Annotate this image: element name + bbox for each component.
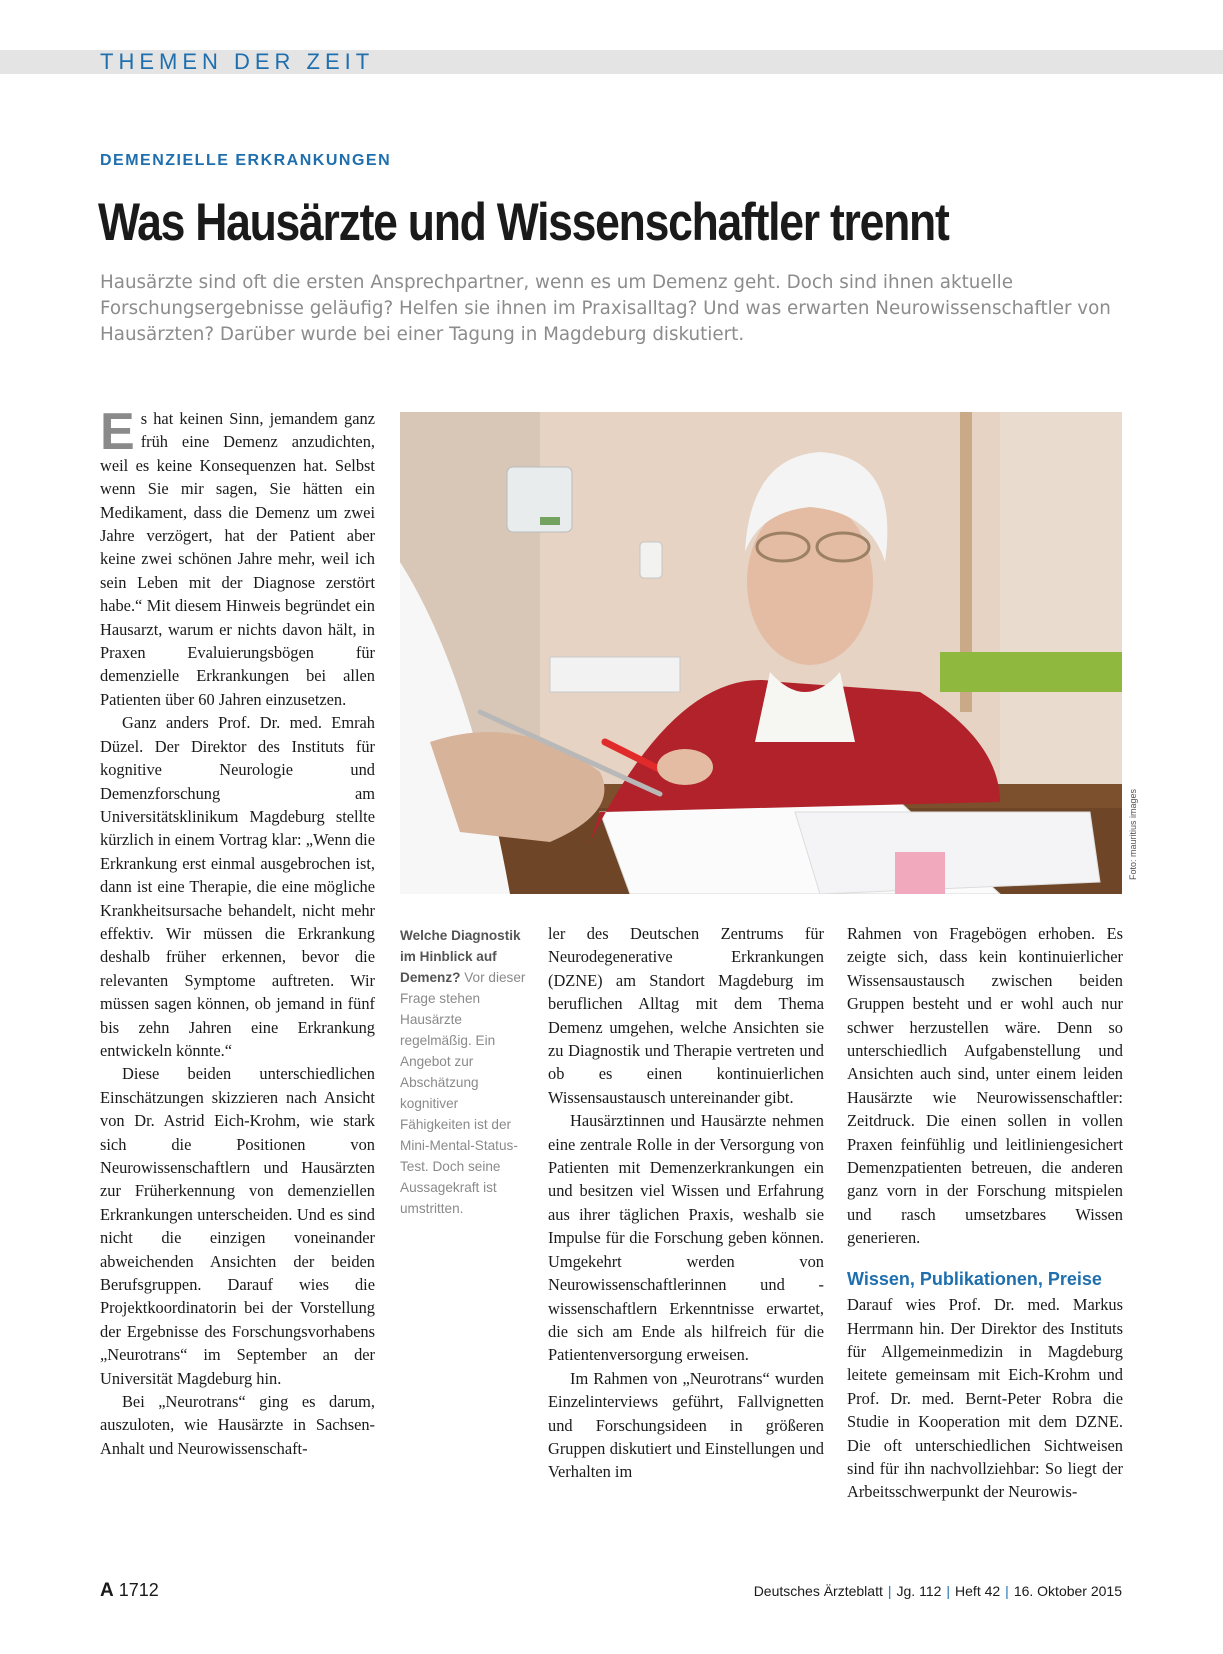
photo-caption <box>400 925 530 1219</box>
footer-citation <box>754 1583 1122 1599</box>
paragraph: Hausärztinnen und Hausärzte nehmen eine zentrale Rolle in der Versorgung von Patienten mit Demenzerkrankungen ein und besitzen viel Wissen und Erfahrung aus ihrer täglichen Praxis, weshalb sie Impulse für die Forschung geben können. Umgekehrt werden von Neurowissenschaftlerinnen und -wissenschaftlern Erkenntnisse erwartet, die sich am Ende als hilfreich für die Patientenversorgung erweisen. <box>548 1111 824 1365</box>
photo-illustration <box>400 412 1122 894</box>
paragraph: Ganz anders Prof. Dr. med. Emrah Düzel. Der Direktor des Instituts für kognitive Neurologie und Demenzforschung am Universitätsklinikum Magdeburg stellte kürzlich in einem Vortrag klar: „Wenn die Erkrankung erst einmal ausgebrochen ist, dann ist eine Therapie, die eine mögliche Krankheitsursache behandelt, nicht mehr effektiv. Wir müssen die Erkrankung deshalb früher erkennen, bevor die relevanten Symptome auftreten. Wir müssen sagen können, ob jemand in fünf bis zehn Jahren eine Erkrankung entwickeln könnte.“ <box>100 713 375 1060</box>
text-column-1 <box>100 403 375 1460</box>
issue: Heft 42 <box>955 1583 1001 1599</box>
paragraph: Rahmen von Fragebögen erhoben. Es zeigte sich, dass kein kontinuierlicher Wissensaustausch zwischen beiden Gruppen besteht und er wohl auch nur schwer herzustellen wäre. Denn so unterschiedlich Aufgabenstellung und Ansichten auch sind, unter einem leiden Hausärzte wie Neurowissenschaftler: Zeitdruck. Die einen sollen in vollen Praxen feinfühlig und leitliniengesichert Demenzpatienten betreuen, die anderen ganz vorn in der Forschung mitspielen und rasch umsetzbares Wissen generieren. <box>847 924 1123 1248</box>
caption-text: Vor dieser Frage stehen Hausärzte regelmäßig. Ein Angebot zur Abschätzung kognitiver Fähigkeiten ist der Mini-Mental-Status-Test. Doch seine Aussagekraft ist umstritten. <box>400 970 526 1216</box>
journal-name: Deutsches Ärzteblatt <box>753 1583 883 1599</box>
paragraph <box>100 403 375 711</box>
subheading: Wissen, Publikationen, Preise <box>847 1268 1102 1289</box>
article-title: Was Hausärzte und Wissenschaftler trennt <box>98 193 949 252</box>
drop-cap: E <box>100 403 135 461</box>
paragraph: ler des Deutschen Zentrums für Neurodegenerative Erkrankungen (DZNE) am Standort Magdeburg im beruflichen Alltag mit dem Thema Demenz umgehen, welche Ansichten sie zu Diagnostik und Therapie vertreten und ob es einen kontinuierlichen Wissensaustausch untereinander gibt. <box>548 924 824 1107</box>
paragraph: Bei „Neurotrans“ ging es darum, auszuloten, wie Hausärzte in Sachsen-Anhalt und Neurowissenschaft- <box>100 1392 375 1458</box>
page-number-value: 1712 <box>118 1580 159 1600</box>
paragraph-text: s hat keinen Sinn, jemandem ganz früh eine Demenz anzudichten, weil es keine Konsequenzen hat. Selbst wenn Sie mir sagen, Sie hätten ein Medikament, dass die Demenz um zwei Jahre verzögert, hat der Patient aber keine zwei schönen Jahre mehr, weil ich sein Leben mit der Diagnose zerstört habe.“ Mit diesem Hinweis begründet ein Hausarzt, warum er nichts davon hält, in Praxen Evaluierungsbögen für demenzielle Erkrankungen bei allen Patienten über 60 Jahren einzusetzen. <box>100 409 375 709</box>
paragraph: Darauf wies Prof. Dr. med. Markus Herrmann hin. Der Direktor des Instituts für Allgemeinmedizin in Magdeburg leitete gemeinsam mit Eich-Krohm und Prof. Dr. med. Bernt-Peter Robra die Studie in Kooperation mit dem DZNE. Die oft unterschiedlichen Sichtweisen sind für ihn nachvollziehbar: So liegt der Arbeitsschwerpunkt der Neurowis- <box>847 1295 1123 1502</box>
separator: | <box>1005 1583 1009 1599</box>
text-column-3 <box>548 922 824 1484</box>
photo-credit: Foto: mauritius images <box>1128 788 1138 880</box>
separator: | <box>946 1583 951 1599</box>
text-column-4 <box>847 922 1123 1504</box>
paragraph: Diese beiden unterschiedlichen Einschätzungen skizzieren nach Ansicht von Dr. Astrid Eich-Krohm, wie stark sich die Positionen von Neurowissenschaftlern und Hausärzten zur Früherkennung von demenziellen Erkrankungen unterscheiden. Und es sind nicht die einzigen voneinander abweichenden Ansichten der beiden Berufsgruppen. Darauf wies die Projektkoordinatorin bei der Vorstellung der Ergebnisse des Forschungsvorhabens „Neurotrans“ im September an der Universität Magdeburg hin. <box>100 1064 375 1388</box>
separator: | <box>887 1583 892 1599</box>
article-photo <box>400 412 1122 894</box>
paragraph: Im Rahmen von „Neurotrans“ wurden Einzelinterviews geführt, Fallvignetten und Forschungsideen in größeren Gruppen diskutiert und Einstellungen und Verhalten im <box>548 1368 824 1482</box>
article-kicker: DEMENZIELLE ERKRANKUNGEN <box>100 152 392 169</box>
caption-lead: Welche Diagnostik im Hinblick auf Demenz? <box>400 928 521 985</box>
section-label: THEMEN DER ZEIT <box>100 49 375 74</box>
page-number <box>100 1580 159 1602</box>
date: 16. Oktober 2015 <box>1013 1583 1122 1599</box>
volume: Jg. 112 <box>896 1583 942 1599</box>
article-lede: Hausärzte sind oft die ersten Ansprechpartner, wenn es um Demenz geht. Doch sind ihnen aktuelle Forschungsergebnisse geläufig? Helfen sie ihnen im Praxisalltag? Und was erwarten Neurowissenschaftler von Hausärzten? Darüber wurde bei einer Tagung in Magdeburg diskutiert. <box>100 272 1111 345</box>
page-prefix: A <box>100 1580 114 1601</box>
